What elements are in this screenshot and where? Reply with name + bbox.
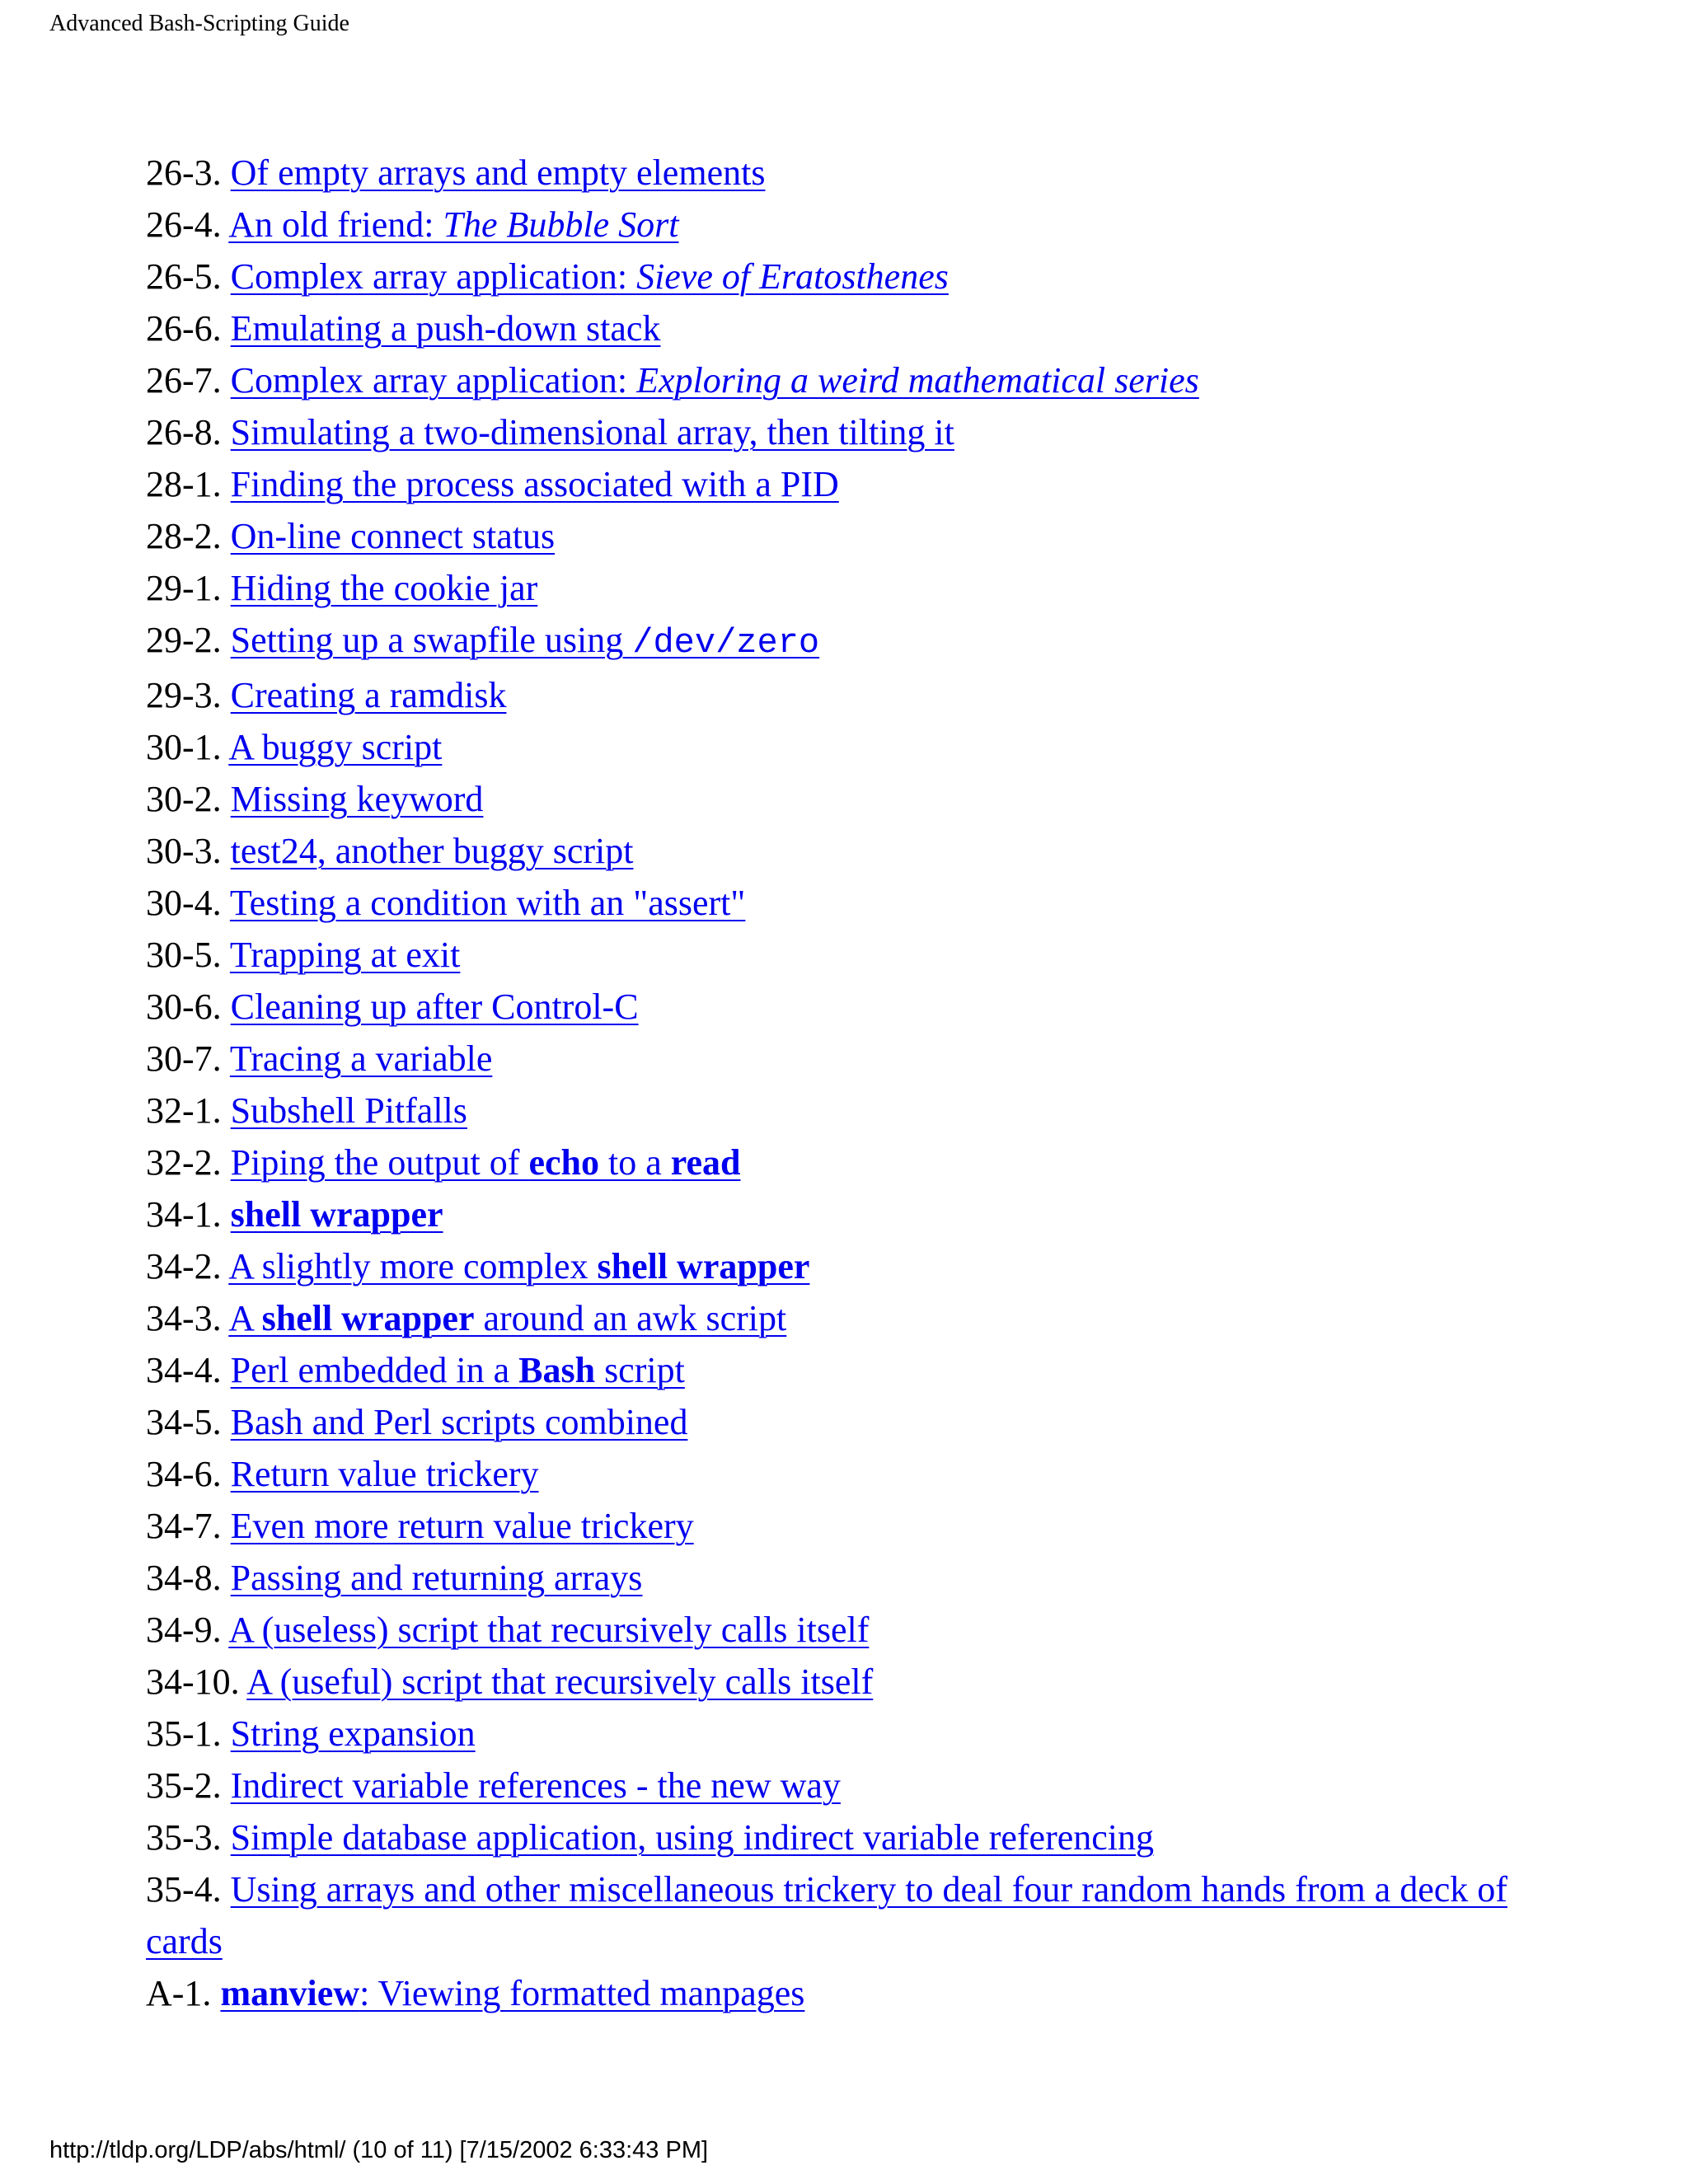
example-entry [146,406,1580,458]
example-link-text: Simulating a two-dimensional array, then tilting it [230,412,954,452]
example-link-text: Passing and returning arrays [230,1558,643,1598]
example-entry [146,1188,1580,1240]
example-link[interactable] [231,256,949,297]
example-link-text: script [595,1350,685,1390]
example-entry [146,1448,1580,1500]
example-link-text: Creating a ramdisk [230,675,507,715]
example-number: 30-5. [146,935,222,975]
examples-list [146,147,1580,2019]
example-link[interactable] [228,1298,786,1338]
example-link[interactable] [231,987,639,1027]
example-entry [146,929,1580,981]
example-entry [146,614,1580,669]
example-number: 28-2. [146,516,222,556]
example-link[interactable] [230,935,460,975]
example-entry [146,510,1580,562]
example-entry [146,773,1580,825]
example-link-text: Trapping at exit [229,935,461,975]
example-link[interactable] [231,675,507,715]
example-number: 30-2. [146,779,222,819]
example-link-text: A [228,1298,262,1338]
example-number: A-1. [146,1973,212,2013]
example-number: 34-6. [146,1454,222,1494]
example-link[interactable] [231,779,484,819]
example-entry [146,1137,1580,1188]
example-link-text: Finding the process associated with a PID [230,464,839,504]
example-number: 26-3. [146,152,222,193]
example-link-text: Bash [518,1350,596,1390]
example-link-text: /dev/zero [632,623,820,663]
example-link-text: A (useful) script that recursively calls itself [246,1661,874,1702]
example-link[interactable] [231,1090,467,1131]
example-link[interactable] [228,1610,869,1650]
example-number: 26-6. [146,308,222,349]
example-number: 34-9. [146,1610,222,1650]
example-link-text: Sieve of Eratosthenes [636,256,949,297]
example-link-text: test24, another buggy script [230,831,634,871]
example-link[interactable] [228,204,678,245]
example-entry [146,721,1580,773]
example-link[interactable] [220,1973,804,2013]
example-entry [146,147,1580,199]
example-number: 34-8. [146,1558,222,1598]
example-entry [146,1604,1580,1656]
example-entry [146,199,1580,251]
example-number: 34-4. [146,1350,222,1390]
example-link-text: A slightly more complex [228,1246,598,1286]
example-number: 29-1. [146,568,222,608]
example-link[interactable] [228,1246,809,1286]
example-entry [146,354,1580,406]
example-entry [146,877,1580,929]
example-link-text: echo [528,1142,599,1183]
example-entry [146,1708,1580,1760]
example-link[interactable] [231,360,1199,401]
example-link-text: to a [598,1142,671,1183]
example-entry [146,251,1580,302]
example-link[interactable] [246,1661,873,1702]
example-number: 26-8. [146,412,222,452]
example-number: 34-10. [146,1661,240,1702]
example-link-text: The Bubble Sort [443,204,679,245]
example-number: 35-2. [146,1765,222,1806]
example-link[interactable] [231,412,954,452]
example-link-text: around an awk script [474,1298,787,1338]
example-link-text: Hiding the cookie jar [230,568,538,608]
example-link[interactable] [231,1817,1154,1858]
example-link[interactable] [231,568,538,608]
example-link[interactable] [231,308,661,349]
example-entry [146,1811,1580,1863]
example-link-text: Perl embedded in a [230,1350,519,1390]
example-entry [146,1552,1580,1604]
example-link[interactable] [231,1713,476,1754]
example-number: 30-6. [146,987,222,1027]
example-link[interactable] [146,1869,1507,1961]
example-link-text: Missing keyword [230,779,484,819]
example-link[interactable] [231,1194,443,1235]
example-link-text: Complex array application: [230,360,637,401]
example-link-text: Even more return value trickery [230,1506,694,1546]
example-link[interactable] [231,1454,539,1494]
example-link-text: Of empty arrays and empty elements [230,152,766,193]
example-link[interactable] [231,152,766,193]
example-link-text: : Viewing formatted manpages [359,1973,805,2013]
example-link-text: A buggy script [228,727,443,767]
example-number: 32-1. [146,1090,222,1131]
example-link[interactable] [231,1402,688,1442]
example-link-text: shell wrapper [597,1246,810,1286]
example-link-text: Emulating a push-down stack [230,308,661,349]
example-link-text: Subshell Pitfalls [230,1090,467,1131]
example-number: 26-7. [146,360,222,401]
example-link-text: String expansion [230,1713,476,1754]
example-number: 35-3. [146,1817,222,1858]
example-link-text: Piping the output of [230,1142,529,1183]
page-header: Advanced Bash-Scripting Guide [49,11,349,36]
example-number: 34-1. [146,1194,222,1235]
example-number: 26-5. [146,256,222,297]
example-number: 34-5. [146,1402,222,1442]
example-number: 35-4. [146,1869,222,1910]
example-entry [146,1396,1580,1448]
example-link-text: Tracing a variable [229,1038,493,1079]
example-link[interactable] [230,620,820,663]
example-entry [146,1344,1580,1396]
example-link-text: Bash and Perl scripts combined [230,1402,688,1442]
example-link-text: read [670,1142,741,1183]
example-number: 30-3. [146,831,222,871]
example-link-text: Complex array application: [230,256,637,297]
example-link[interactable] [231,1350,685,1390]
example-entry [146,1500,1580,1552]
page-footer: http://tldp.org/LDP/abs/html/ (10 of 11) [7/15/2002 6:33:43 PM] [49,2137,709,2163]
example-link-text: Cleaning up after Control-C [230,987,639,1027]
example-link[interactable] [230,883,746,923]
example-link-text: Using arrays and other miscellaneous trickery to deal four random hands from a deck of cards [146,1869,1507,1961]
example-link[interactable] [231,1558,643,1598]
example-link[interactable] [231,1142,741,1183]
example-entry [146,1085,1580,1137]
example-number: 34-7. [146,1506,222,1546]
example-entry [146,1863,1580,1967]
example-entry [146,1292,1580,1344]
example-entry [146,1967,1580,2019]
example-link[interactable] [231,516,555,556]
example-entry [146,1760,1580,1811]
example-entry [146,302,1580,354]
example-number: 34-2. [146,1246,222,1286]
example-link-text: On-line connect status [230,516,556,556]
example-number: 32-2. [146,1142,222,1183]
example-link[interactable] [231,464,839,504]
example-number: 30-7. [146,1038,222,1079]
example-link-text: Simple database application, using indirect variable referencing [230,1817,1155,1858]
example-number: 30-1. [146,727,222,767]
example-link-text: Indirect variable references - the new way [230,1765,841,1806]
example-number: 26-4. [146,204,222,245]
example-link-text: Testing a condition with an "assert" [229,883,746,923]
example-link-text: Return value trickery [230,1454,539,1494]
example-link[interactable] [231,831,634,871]
example-link[interactable] [231,1506,694,1546]
example-link-text: An old friend: [228,204,443,245]
example-link-text: shell wrapper [261,1298,475,1338]
example-link[interactable] [230,1038,492,1079]
example-entry [146,669,1580,721]
example-link-text: Exploring a weird mathematical series [636,360,1199,401]
example-number: 30-4. [146,883,222,923]
example-link[interactable] [228,727,442,767]
example-entry [146,1656,1580,1708]
example-entry [146,1240,1580,1292]
example-number: 34-3. [146,1298,222,1338]
example-number: 28-1. [146,464,222,504]
example-link-text: Setting up a swapfile using [230,620,633,660]
example-number: 35-1. [146,1713,222,1754]
example-number: 29-3. [146,675,222,715]
example-link-text: manview [220,1973,360,2013]
example-entry [146,458,1580,510]
example-entry [146,562,1580,614]
example-number: 29-2. [146,620,222,660]
example-entry [146,825,1580,877]
example-link-text: shell wrapper [230,1194,443,1235]
example-link[interactable] [231,1765,841,1806]
example-entry [146,981,1580,1033]
example-link-text: A (useless) script that recursively calls itself [228,1610,870,1650]
example-entry [146,1033,1580,1085]
